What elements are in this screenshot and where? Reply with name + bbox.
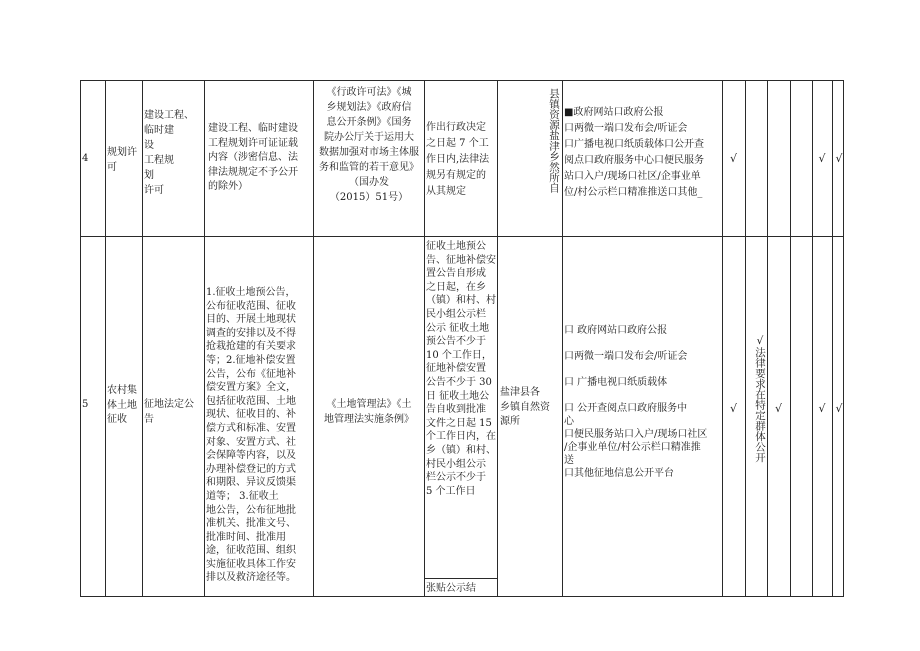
disclosure-content: 建设工程、临时建设 工程规划许可证证载 内容（涉密信息、法 律法规规定不予公开 的除外） bbox=[208, 123, 298, 192]
col-line bbox=[497, 80, 498, 597]
sub-item-name: 建设工程、 临时建 设 工程规 划 许可 bbox=[144, 110, 194, 196]
row-index: 5 bbox=[82, 399, 89, 410]
disclosure-time: 作出行政决定 之日起 7 个工 作日内,法律法 规另有规定的 从其规定 bbox=[426, 122, 490, 197]
col-line bbox=[767, 80, 768, 597]
disclosure-time: 征收土地预公 告、征地补偿安 置公告自形成 之日起，在乡 （镇）和村、村 民小组公示栏 公示 征收土地 预公告不少于 10 个工作日， 征地补偿安置 公告不少于 30 日 征收土地公 告自收到批准 文件之日起 15 个工作日内，在 乡（镇）和村、 村民小组公示 栏公示不少于 5 个工作日 bbox=[426, 241, 496, 497]
table-top-border bbox=[80, 80, 843, 81]
col-line bbox=[80, 80, 81, 597]
sub-item-name: 征地法定公 告 bbox=[144, 399, 194, 425]
col-line bbox=[424, 80, 425, 597]
row-divider bbox=[80, 236, 843, 237]
check-mark: √ bbox=[835, 402, 843, 415]
time-cell-divider bbox=[424, 578, 497, 579]
col-line bbox=[142, 80, 143, 597]
check-mark: √ bbox=[835, 152, 843, 165]
check-mark: √ bbox=[818, 152, 826, 165]
check-mark: √ bbox=[818, 402, 826, 415]
disclosure-channels: ■政府网站口政府公报 口两微一端口发布会/听证会 口广播电视口纸质载体口公开查 阅点口政府服务中心口便民服务 站口入户/现场口社区/企事业单 位/村公示栏口精准推送口其他_ bbox=[564, 107, 704, 198]
col-line bbox=[790, 80, 791, 597]
col-line bbox=[313, 80, 314, 597]
special-group-scope: √法律要求在特定群体公开 bbox=[754, 335, 766, 463]
disclosure-basis: 《土地管理法》《土 地管理法实施条例》 bbox=[324, 399, 414, 425]
disclosure-channels: 口 政府网站口政府公报 口两微一端口发布会/听证会 口 广播电视口纸质载体 口 公开查阅点口政府服务中 心 口便民服务站口入户/现场口社区 /企事业单位/村公示栏口精准推 送 口其他征地信息公开平台 bbox=[564, 325, 708, 479]
col-line bbox=[105, 80, 106, 597]
disclosure-time-extra: 张贴公示结 bbox=[426, 583, 476, 594]
col-line bbox=[204, 80, 205, 597]
check-mark: √ bbox=[729, 402, 737, 415]
disclosure-subject: 盐津县各 乡镇自然资 源所 bbox=[500, 387, 550, 427]
item-name: 农村集 体土地 征收 bbox=[107, 385, 137, 425]
check-mark: √ bbox=[729, 152, 737, 165]
check-mark: √ bbox=[774, 402, 782, 415]
item-name: 规划许 可 bbox=[107, 147, 137, 173]
row-index: 4 bbox=[82, 153, 89, 164]
disclosure-subject: 县镇资源盐津乡然所自 bbox=[548, 88, 560, 193]
disclosure-content: 1.征收土地预公告， 公布征收范围、征收 目的、开展土地现状 调查的安排以及不得 抢栽抢建的有关要求 等；2.征地补偿安置 公告，公布《征地补 偿安置方案》全文， 包括征收范围、土地 现状、征收目的、补 偿方式和标准、安置 对象、安置方式、社 会保障等内容，以及 办理补偿登记的方式 和期限、异议反馈渠 道等； 3.征收土 地公告，公布征地批 准机关、批准文号、 批准时间、批准用 途，征收范围、组织 实施征收具体工作安 排以及救济途径等。 bbox=[206, 287, 296, 584]
disclosure-basis: 《行政许可法》《城 乡规划法》《政府信 息公开条例》《国务 院办公厅关于运用大 数据加强对市场主体服 务和监管的若干意见》 （国办发 （2015）51号） bbox=[319, 87, 419, 203]
col-line bbox=[745, 80, 746, 597]
col-line bbox=[562, 80, 563, 597]
